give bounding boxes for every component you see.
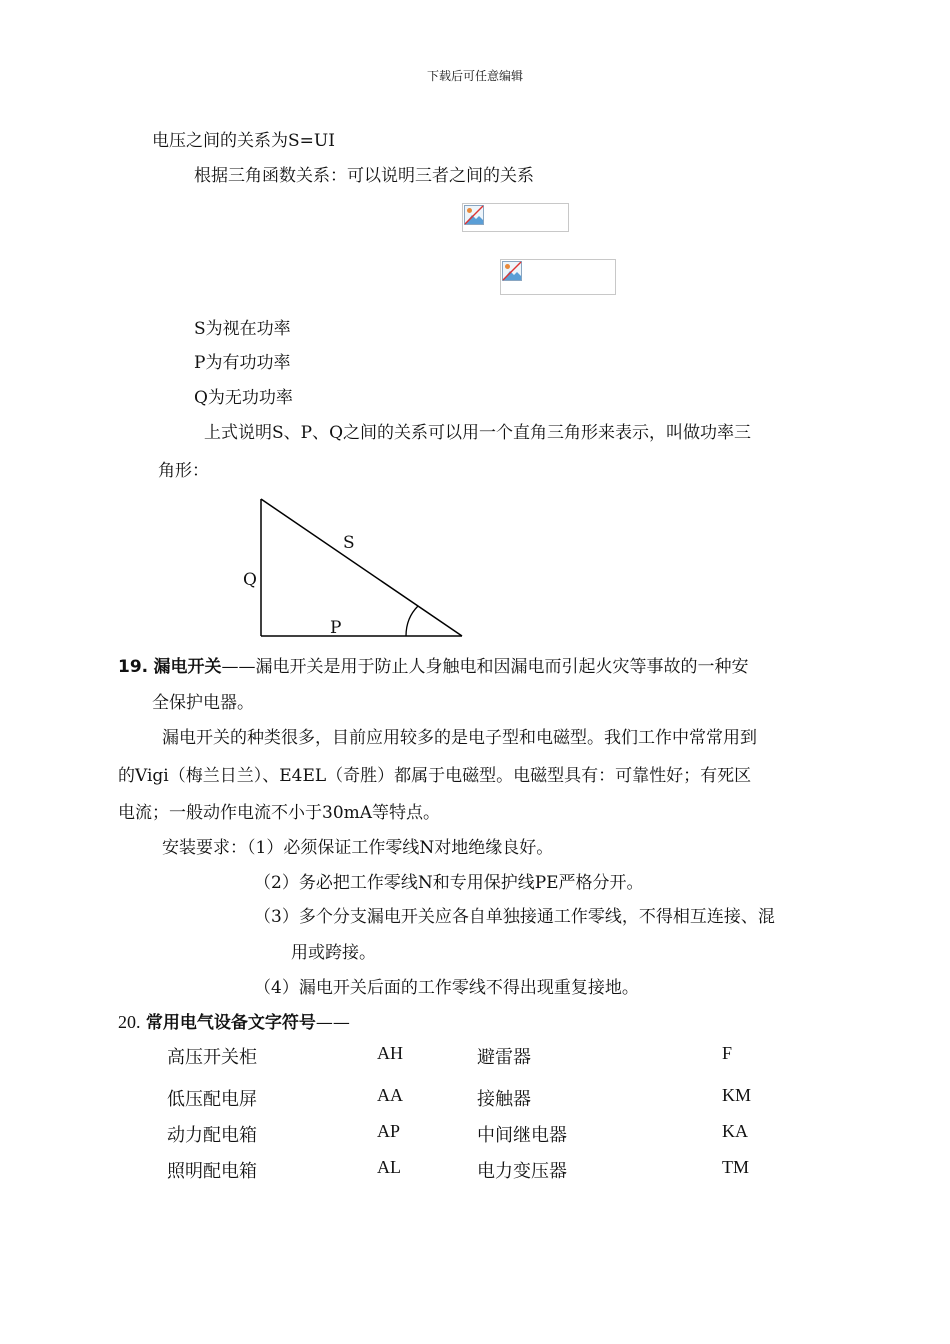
table-cell-code: AP xyxy=(377,1121,401,1141)
power-triangle-diagram xyxy=(230,490,480,650)
section-19-para-c: 电流；一般动作电流不小于30mA等特点。 xyxy=(118,803,441,823)
triangle-explanation-b: 角形： xyxy=(158,461,209,481)
broken-image-icon xyxy=(502,261,522,281)
table-cell-code: KA xyxy=(722,1121,748,1141)
install-requirements-label: 安装要求： xyxy=(162,838,247,858)
table-cell-code: KM xyxy=(722,1085,752,1105)
triangle-explanation-a: 上式说明S、P、Q之间的关系可以用一个直角三角形来表示，叫做功率三 xyxy=(204,423,752,443)
triangle-label-s: S xyxy=(343,533,355,553)
requirement-3a: （3）多个分支漏电开关应各自单独接通工作零线，不得相互连接、混 xyxy=(254,907,775,927)
s-hypotenuse xyxy=(261,499,462,636)
requirement-1: （1）必须保证工作零线N对地绝缘良好。 xyxy=(247,838,554,858)
table-cell-code: AH xyxy=(377,1043,403,1063)
table-cell-name: 接触器 xyxy=(477,1089,531,1109)
section-19-desc-b: 全保护电器。 xyxy=(152,693,254,713)
table-cell-code: AL xyxy=(377,1157,401,1177)
table-cell-name: 中间继电器 xyxy=(477,1125,567,1145)
table-cell-code: F xyxy=(722,1043,733,1063)
table-cell-name: 动力配电箱 xyxy=(167,1125,257,1145)
section-19-number: 19. xyxy=(118,657,149,677)
table-cell-name: 照明配电箱 xyxy=(167,1161,257,1181)
section-20-title: 常用电气设备文字符号 xyxy=(145,1013,316,1033)
section-19-dash: —— xyxy=(221,657,256,677)
table-cell-name: 电力变压器 xyxy=(477,1161,567,1181)
table-cell-name: 高压开关柜 xyxy=(167,1047,257,1067)
section-19-para-a: 漏电开关的种类很多，目前应用较多的是电子型和电磁型。我们工作中常常用到 xyxy=(162,728,757,748)
p-definition: P为有功功率 xyxy=(194,353,291,373)
table-cell-name: 低压配电屏 xyxy=(167,1089,257,1109)
requirement-2: （2）务必把工作零线N和专用保护线PE严格分开。 xyxy=(254,873,644,893)
requirement-4: （4）漏电开关后面的工作零线不得出现重复接地。 xyxy=(254,978,639,998)
triangle-label-p: P xyxy=(330,618,342,638)
requirement-3b: 用或跨接。 xyxy=(291,943,376,963)
relation-line: 电压之间的关系为S=UI xyxy=(152,131,335,151)
formula-image-1 xyxy=(462,203,569,232)
table-cell-code: AA xyxy=(377,1085,403,1105)
section-20-number: 20. xyxy=(118,1012,141,1032)
s-definition: S为视在功率 xyxy=(194,319,291,339)
trig-relation-line: 根据三角函数关系：可以说明三者之间的关系 xyxy=(194,166,534,186)
table-cell-name: 避雷器 xyxy=(477,1047,531,1067)
section-19-title: 漏电开关 xyxy=(153,657,222,677)
section-19-desc-a: 漏电开关是用于防止人身触电和因漏电而引起火灾等事故的一种安 xyxy=(255,657,749,677)
angle-arc xyxy=(406,606,418,636)
formula-image-2 xyxy=(500,259,616,295)
page-header: 下载后可任意编辑 xyxy=(426,69,523,83)
broken-image-icon xyxy=(464,205,484,225)
q-definition: Q为无功功率 xyxy=(194,388,293,408)
table-cell-code: TM xyxy=(722,1157,749,1177)
section-20-dash: —— xyxy=(315,1013,350,1033)
install-requirements-1 xyxy=(162,833,553,858)
section-19-heading xyxy=(118,652,749,677)
triangle-label-q: Q xyxy=(243,570,257,590)
section-19-para-b: 的Vigi（梅兰日兰）、E4EL（奇胜）都属于电磁型。电磁型具有：可靠性好；有死区 xyxy=(118,766,752,786)
section-20-heading xyxy=(118,1008,350,1033)
